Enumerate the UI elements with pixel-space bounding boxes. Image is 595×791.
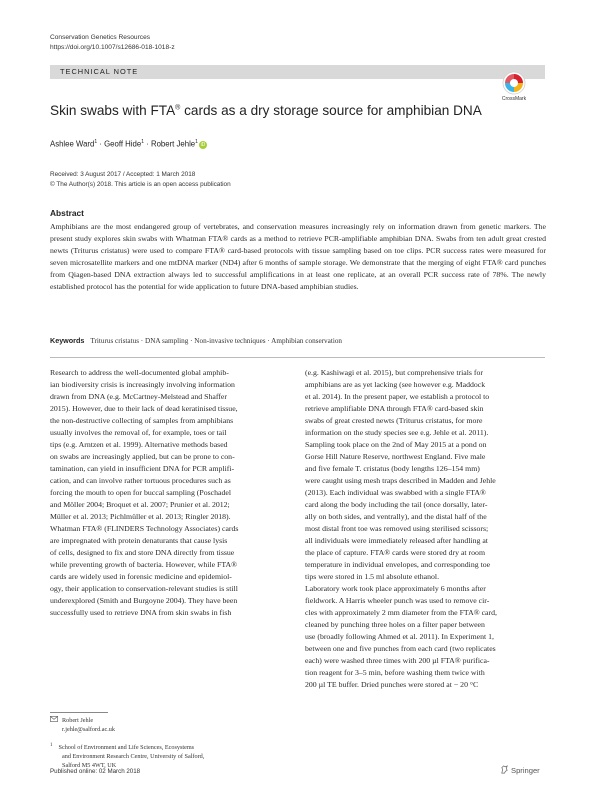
body-line: and five female T. cristatus (body lengths 126–154 mm) <box>305 464 480 473</box>
corresponding-author-email[interactable]: r.jehle@salford.ac.uk <box>62 726 115 733</box>
body-line: were caught using mesh traps described in Madden and Jehle <box>305 476 496 485</box>
body-line: ian biodiversity crisis is increasingly involving information <box>50 380 235 389</box>
author-separator: · <box>97 139 105 149</box>
body-line: Laboratory work took place approximately 6 months after <box>305 584 486 593</box>
body-line: all individuals were immediately released after handling at <box>305 536 488 545</box>
body-line: the non-destructive collecting of samples from amphibians <box>50 416 234 425</box>
body-line: (2013). Each individual was swabbed with a single FTA® <box>305 488 486 497</box>
body-line: temperature in individual envelopes, and corresponding toe <box>305 560 491 569</box>
body-line: each) were washed three times with 200 µl FTA® purifica- <box>305 656 490 665</box>
affiliation-line: School of Environment and Life Sciences, Ecosystems <box>58 744 195 752</box>
footnote-divider <box>50 712 108 713</box>
title-part-1: Skin swabs with FTA <box>50 103 176 118</box>
orcid-icon[interactable]: iD <box>200 141 206 148</box>
body-line: et al. 2014). In the present paper, we establish a protocol to <box>305 392 490 401</box>
body-line: on swabs are increasingly applied, but can be prone to con- <box>50 452 235 461</box>
body-line: the place of capture. FTA® cards were stored dry at room <box>305 548 486 557</box>
author-affiliation-mark: 1 <box>94 139 98 145</box>
body-line: 200 µl TE buffer. Dried punches were stored at − 20 °C <box>305 680 479 689</box>
body-line: forcing the mouth to open for buccal sampling (Poschadel <box>50 488 232 497</box>
body-line: usually involves the removal of, for example, toes or tail <box>50 428 227 437</box>
title-registered-mark: ® <box>175 104 181 112</box>
author-affiliation-mark: 1 <box>195 139 198 145</box>
journal-doi[interactable]: https://doi.org/10.1007/s12686-018-1018-z <box>50 43 175 51</box>
body-line: amphibians are as yet lacking (see however e.g. Maddock <box>305 380 486 389</box>
body-line: cles with approximately 2 mm diameter from the FTA® card, <box>305 608 497 617</box>
corresponding-author-note <box>50 716 115 734</box>
body-line: of cells, designed to fix and store DNA directly from tissue <box>50 548 235 557</box>
body-line: tion reagent for 3–5 min, before washing them twice with <box>305 668 485 677</box>
body-line: use (broadly following Ahmed et al. 2011). In Experiment 1, <box>305 632 494 641</box>
title-part-2: cards as a dry storage source for amphibian DNA <box>180 103 482 118</box>
body-line: cleaned by punching three holes on a filter paper between <box>305 620 485 629</box>
crossmark-icon <box>502 71 526 95</box>
body-line: 2015). However, due to their lack of dead keratinised tissue, <box>50 404 238 413</box>
envelope-icon <box>50 716 58 722</box>
author-separator: · <box>144 139 151 149</box>
publisher-logo <box>500 765 540 775</box>
affiliation-mark: 1 <box>50 743 53 748</box>
author-name[interactable]: Ashlee Ward <box>50 139 95 149</box>
body-line: ally on both sides, and ventrally), and the distal half of the <box>305 512 487 521</box>
keywords-list: Triturus cristatus · DNA sampling · Non-invasive techniques · Amphibian conservation <box>90 337 343 345</box>
body-line: tips were stored in 1.5 ml absolute ethanol. <box>305 572 440 581</box>
springer-horse-icon <box>500 765 509 774</box>
body-line: Research to address the well-documented global amphib- <box>50 368 229 377</box>
body-column-right <box>305 367 548 691</box>
journal-header <box>50 33 175 52</box>
body-line: tamination, can yield in insufficient DNA for PCR amplifi- <box>50 464 235 473</box>
body-line: fieldwork. A Harris wheeler punch was used to remove cir- <box>305 596 490 605</box>
body-line: swabs of great crested newts (Triturus cristatus, for more <box>305 416 483 425</box>
journal-name: Conservation Genetics Resources <box>50 34 151 41</box>
body-line: between one and five punches from each card (two replicates <box>305 644 496 653</box>
article-type: TECHNICAL NOTE <box>60 67 139 76</box>
body-line: most distal front toe was removed using sterilised scissors; <box>305 524 489 533</box>
keywords-label: Keywords <box>50 336 85 345</box>
body-line: cation, and can involve rather tortuous procedures such as <box>50 476 231 485</box>
copyright-line: © The Author(s) 2018. This article is an open access publication <box>50 181 231 188</box>
body-line: underexplored (Smith and Burgoyne 2004). They have been <box>50 596 238 605</box>
published-online: Published online: 02 March 2018 <box>50 768 141 775</box>
crossmark-label: CrossMark <box>501 96 527 102</box>
author-affiliation-mark: 1 <box>141 139 144 145</box>
body-line: drawn from DNA (e.g. McCartney-Melstead and Shaffer <box>50 392 227 401</box>
body-line: Gorse Hill Nature Reserve, northwest England. Five male <box>305 452 486 461</box>
publisher-name: Springer <box>511 766 540 775</box>
author-name[interactable]: Geoff Hide <box>104 139 142 149</box>
body-line: (e.g. Kashiwagi et al. 2015), but comprehensive trials for <box>305 368 483 377</box>
affiliation-line: Salford M5 4WT, UK <box>62 762 117 770</box>
body-line: information on the study species see e.g. Jehle et al. 2011). <box>305 428 489 437</box>
body-line: while preventing growth of bacteria. However, while FTA® <box>50 560 238 569</box>
body-line: tips (e.g. Arntzen et al. 1999). Alternative methods based <box>50 440 228 449</box>
abstract-text: Amphibians are the most endangered group of vertebrates, and conservation measures increasingly rely on information drawn from genetic markers. The present study explores skin swabs with Whatman FTA® cards as a method to retrieve PCR-amplifiable amphibian DNA. Swabs from ten adult great crested newts (Triturus cristatus) were used to compare FTA® card-based protocols with tissue sampling based on toe clips. PCR success rates were measured for seven microsatellite markers and one mtDNA marker (ND4) after 6 months of sample storage. We demonstrate that the merging of eight FTA® card punches from Qiagen-based DNA extraction always led to successful amplifications in at least one replicate, at an overall PCR success rate of 78%. The newly established protocol has the potential for wide application to future DNA-based amphibian studies. <box>50 222 546 291</box>
author-name[interactable]: Robert Jehle <box>150 139 196 149</box>
body-line: Sampling took place on the 2nd of May 2015 at a pond on <box>305 440 487 449</box>
article-dates <box>50 170 231 190</box>
body-line: successfully used to retrieve DNA from skin swabs in fish <box>50 608 232 617</box>
body-line: ogy, their application to conservation-relevant studies is still <box>50 584 238 593</box>
abstract-heading: Abstract <box>50 208 84 218</box>
corresponding-author-name: Robert Jehle <box>62 717 94 724</box>
keywords <box>50 336 342 345</box>
body-line: retrieve amplifiable DNA through FTA® card-based skin <box>305 404 484 413</box>
body-line: are impregnated with protein denaturants that cause lysis <box>50 536 228 545</box>
received-accepted: Received: 3 August 2017 / Accepted: 1 March 2018 <box>50 171 196 178</box>
body-line: card along the body including the tail (once dorsally, later- <box>305 500 488 509</box>
affiliation-line: and Environment Research Centre, University of Salford, <box>62 753 205 761</box>
body-line: cards are widely used in forensic medicine and epidemiol- <box>50 572 232 581</box>
body-column-left <box>50 367 293 619</box>
article-title <box>50 103 545 118</box>
keywords-divider <box>50 357 545 358</box>
affiliation-note <box>50 741 204 770</box>
body-line: Whatman FTA® (FLINDERS Technology Associates) cards <box>50 524 239 533</box>
body-line: and Möller 2004; Broquet et al. 2007; Prunier et al. 2012; <box>50 500 230 509</box>
body-line: Müller et al. 2013; Pichlmüller et al. 2013; Ringler 2018). <box>50 512 231 521</box>
author-list <box>50 139 207 149</box>
